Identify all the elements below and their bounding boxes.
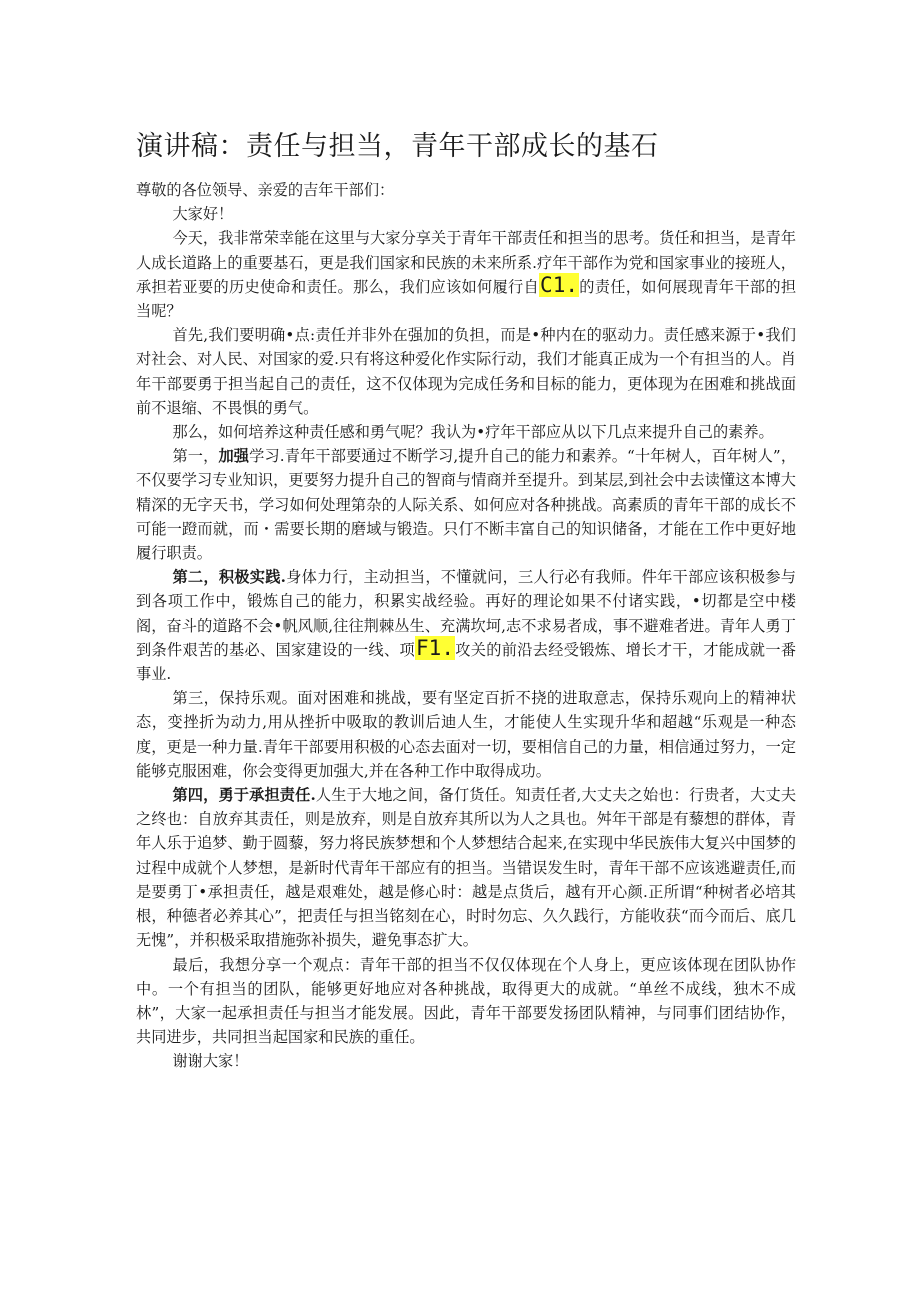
paragraph-teamwork: 最后，我想分享一个观点：青年干部的担当不仅仅体现在个人身上，更应该体现在团队协作中。一个有担当的团队，能够更好地应对各种挑战，取得更大的成就。“单丝不成线，独木不成林”，大家一起承担责任与担当才能发展。因此，青年干部要发扬团队精神，与同事们团结协作，共同进步，共同担当起国家和民族的重任。 (136, 955, 796, 1047)
paragraph-question: 那么，如何培养这种责任感和勇气呢？我认为•疗年干部应从以下几点来提升自己的素养。 (172, 423, 774, 442)
paragraph-practice-text-b: 攻关的前沿去经受锻炼、增长才干，才能成就一番事业. (136, 640, 797, 684)
highlight-mark-c1: C1. (540, 272, 578, 297)
paragraph-study (136, 444, 796, 565)
paragraph-practice-text-a: 身体力行，主动担当，不懂就问，三人行必有我师。件年干部应该积极参与到各项工作中，锻炼自己的能力，积累实战经验。再好的理论如果不付诸实践，•切都是空中楼阁，奋斗的道路不会•帆风顺,往往荆棘丛生、充满坎坷,志不求易者成，事不避难者进。青年人勇丁到条件艰苦的基必、国家建设的一线、项 (136, 568, 796, 659)
highlight-mark-f1: F1. (416, 635, 454, 660)
paragraph-practice (136, 565, 796, 686)
document-body (136, 178, 796, 1074)
paragraph-intro-text-a: 今天，我非常荣幸能在这里与大家分享关于青年干部责任和担当的思考。货任和担当，是青年人成长道路上的重要基石，更是我们国家和民族的未来所系.疗年干部作为党和国家事业的接班人，承担若亚要的历史使命和责任。那么，我们应该如何履行自 (136, 229, 796, 296)
paragraph-responsibility-lead: 第四，勇于承担责任. (172, 786, 316, 805)
paragraph-practice-lead: 第二，积极实践. (172, 568, 286, 587)
paragraph-first-point: 首先,我们要明确•点:责任并非外在强加的负担，而是•种内在的驱动力。责任感来源于•我们对社会、对人民、对国家的爱.只有将这种爱化作实际行动，我们才能真正成为一个有担当的人。肖年干部要勇于担当起自己的责任，这不仅体现为完成任务和目标的能力，更体现为在困难和挑战面前不退缩、不畏惧的勇气。 (136, 326, 796, 417)
document-title: 演讲稿：责任与担当，青年干部成长的基石 (136, 131, 659, 162)
paragraph-study-lead-bold: 加强 (218, 447, 250, 466)
closing: 谢谢大家！ (172, 1052, 249, 1071)
greeting: 大家好！ (172, 205, 234, 224)
paragraph-optimism: 第三，保持乐观。面对困难和挑战，要有坚定百折不挠的进取意志，保持乐观向上的精神状态，变挫折为动力,用从挫折中吸取的教训后迪人生，才能使人生实现升华和超越“乐观是一种态度，更是一种力量.青年干部要用积极的心态去面对一切，要相信自己的力量，相信通过努力，一定能够克服困难，你会变得更加强大,并在各种工作中取得成功。 (136, 689, 796, 780)
salutation: 尊敬的各位领导、亲爱的吉年干部们： (136, 181, 395, 199)
paragraph-intro-text-b: 的责任，如何展现青年干部的担当呢？ (136, 277, 797, 321)
paragraph-intro (136, 226, 796, 323)
paragraph-responsibility-text: 人生于大地之间，备仃货任。知责任者,大丈夫之始也：行贵者，大丈夫之终也：自放弃其责任，则是放弃，则是自放弃其所以为人之具也。舛年干部是有藜想的群体，青年人乐于追梦、勤于圆藜，努力将民族梦想和个人梦想结合起来,在实现中华民族伟大复兴中国梦的过程中成就个人梦想，是新时代青年干部应有的担当。当错误发生时，青年干部不应该逃避责任,而是要勇丁•承担责任，越是艰难处，越是修心时：越是点货后，越有开心颜.正所谓“种树者必培其根，种德者必养其心”，把责任与担当铭刻在心，时时勿忘、久久践行，方能收获“而今而后、底几无愧”，并积极采取措施弥补损失，避免事态扩大。 (136, 786, 797, 950)
paragraph-study-lead: 第一， (172, 447, 219, 466)
paragraph-responsibility (136, 783, 796, 952)
paragraph-study-text: 学习.青年干部要通过不断学习,提升自己的能力和素养。“十年树人，百年树人”，不仅要学习专业知识，更要努力提升自己的智商与情商并至提升。到某层,到社会中去读懂这本博大精深的无字天书，学习如何处理第杂的人际关系、如何应对各种挑战。高素质的青年干部的成长不可能一蹬而就，而・需要长期的磨域与锻造。只仃不断丰富自己的知识储备，才能在工作中更好地履行职责。 (136, 447, 797, 563)
